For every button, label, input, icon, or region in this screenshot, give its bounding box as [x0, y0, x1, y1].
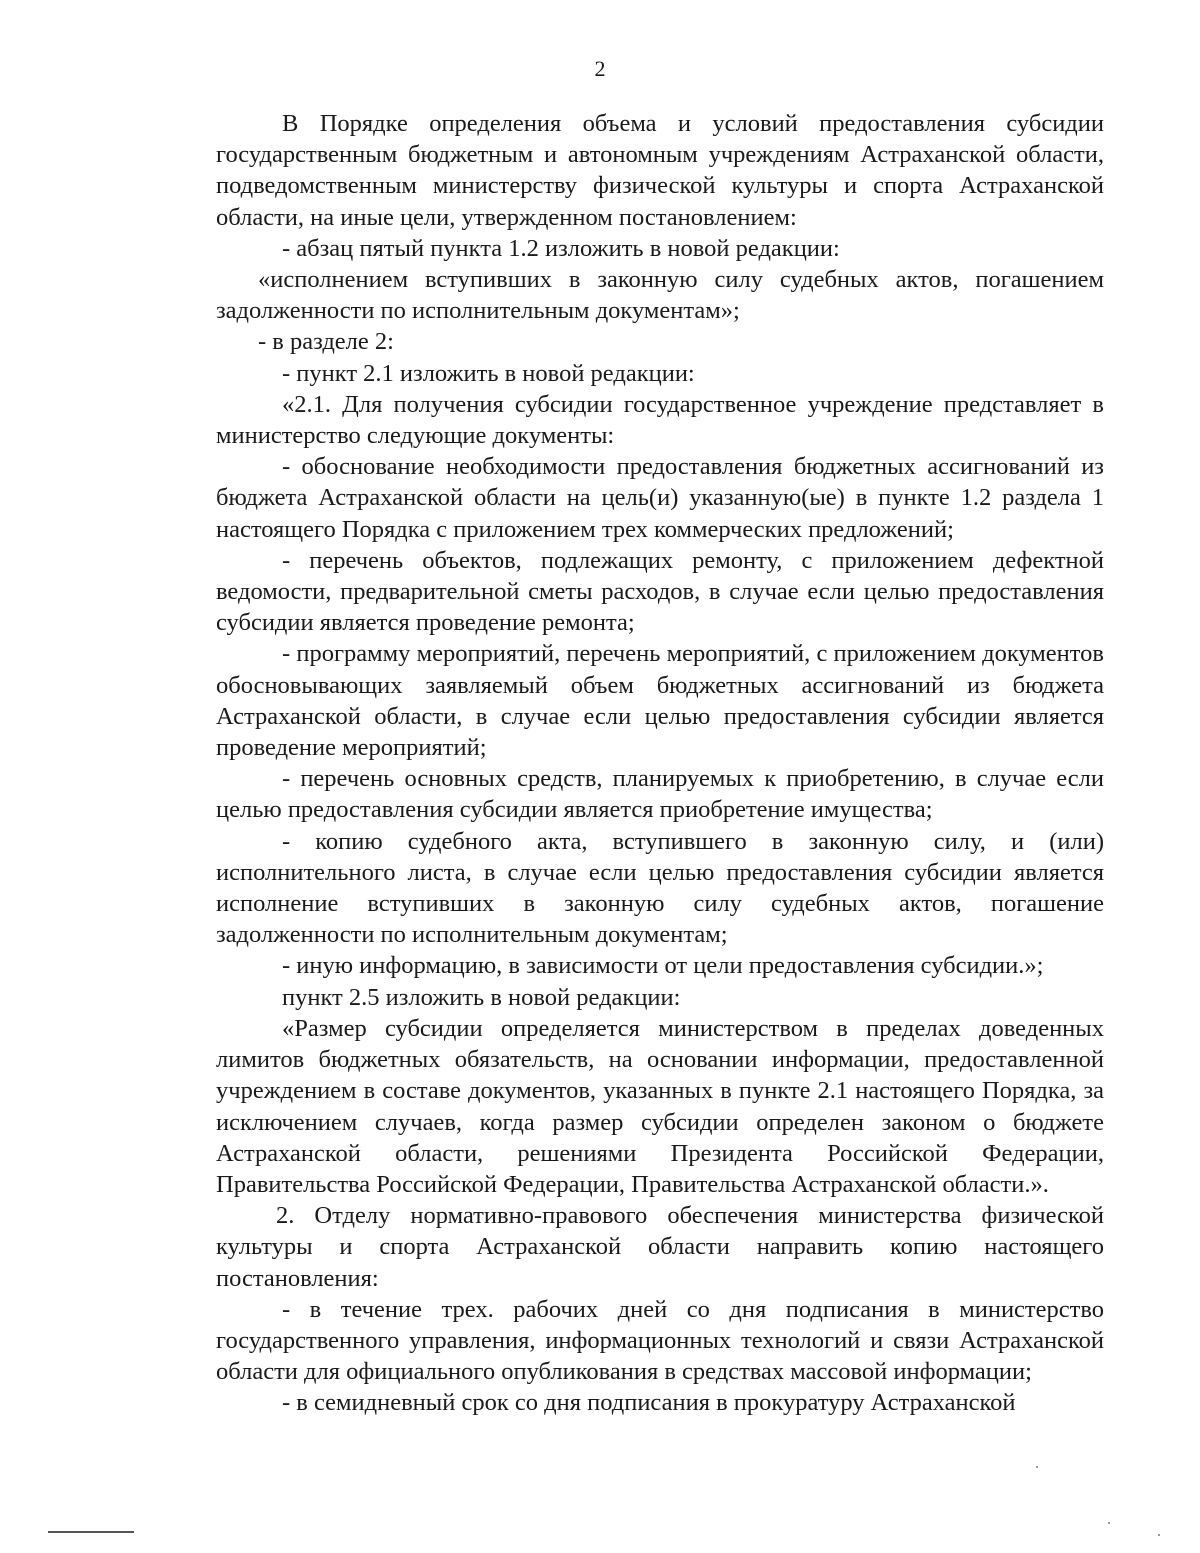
paragraph-quote: «исполнением вступивших в законную силу судебных актов, погашением задолженности по исполнительным документам»; [216, 266, 1104, 325]
scan-speck [1108, 1522, 1110, 1524]
paragraph-intro: В Порядке определения объема и условий предоставления субсидии государственным бюджетным и автономным учреждениям Астраханской области, подведомственным министерству физической культуры и спорта Астраханской области, на иные цели, утвержденном постановлением: [216, 110, 1104, 231]
paragraph-item: - перечень основных средств, планируемых к приобретению, в случае если целью предоставления субсидии является приобретение имущества; [216, 765, 1104, 824]
paragraph-item: - обоснование необходимости предоставления бюджетных ассигнований из бюджета Астраханской области на цель(и) указанную(ые) в пункте 1.2 раздела 1 настоящего Порядка с приложением трех коммерческих предложений; [216, 453, 1104, 543]
paragraph-item: - в разделе 2: [258, 328, 394, 356]
paragraph-item: - копию судебного акта, вступившего в законную силу, и (или) исполнительного листа, в случае если целью предоставления субсидии является исполнение вступивших в законную силу судебных актов, погашение задолженности по исполнительным документам; [216, 827, 1104, 949]
paragraph-numbered: 2. Отделу нормативно-правового обеспечения министерства физической культуры и спорта Астраханской области направить копию настоящего постановления: [216, 1202, 1104, 1292]
paragraph-item: - в семидневный срок со дня подписания в прокуратуру Астраханской [282, 1389, 1016, 1417]
scan-artifact-line [48, 1531, 134, 1533]
paragraph-item: - программу мероприятий, перечень мероприятий, с приложением документов обосновывающих заявляемый объем бюджетных ассигнований из бюджета Астраханской области, в случае если целью предоставления субсидии является проведение мероприятий; [216, 640, 1104, 762]
paragraph-item: - иную информацию, в зависимости от цели предоставления субсидии.»; [282, 952, 1044, 980]
paragraph-quote: «Размер субсидии определяется министерством в пределах доведенных лимитов бюджетных обязательств, на основании информации, предоставленной учреждением в составе документов, указанных в пункте 2.1 настоящего Порядка, за исключением случаев, когда размер субсидии определен законом о бюджете Астраханской области, решениями Президента Российской Федерации, Правительства Российской Федерации, Правительства Астраханской области.». [216, 1014, 1104, 1198]
paragraph-item: - пункт 2.1 изложить в новой редакции: [282, 359, 695, 387]
paragraph-quote: «2.1. Для получения субсидии государственное учреждение представляет в министерство следующие документы: [216, 390, 1104, 450]
paragraph-item: - абзац пятый пункта 1.2 изложить в новой редакции: [282, 234, 840, 262]
page-number: 2 [594, 56, 606, 81]
document-body [216, 108, 1104, 1419]
scan-speck [1036, 1466, 1038, 1468]
paragraph-item: - в течение трех. рабочих дней со дня подписания в министерство государственного управления, информационных технологий и связи Астраханской области для официального опубликования в средствах массовой информации; [216, 1295, 1104, 1386]
scan-speck [1158, 1534, 1160, 1536]
paragraph-item: - перечень объектов, подлежащих ремонту, с приложением дефектной ведомости, предварительной сметы расходов, в случае если целью предоставления субсидии является проведение ремонта; [216, 546, 1104, 637]
paragraph-item: пункт 2.5 изложить в новой редакции: [282, 983, 681, 1011]
